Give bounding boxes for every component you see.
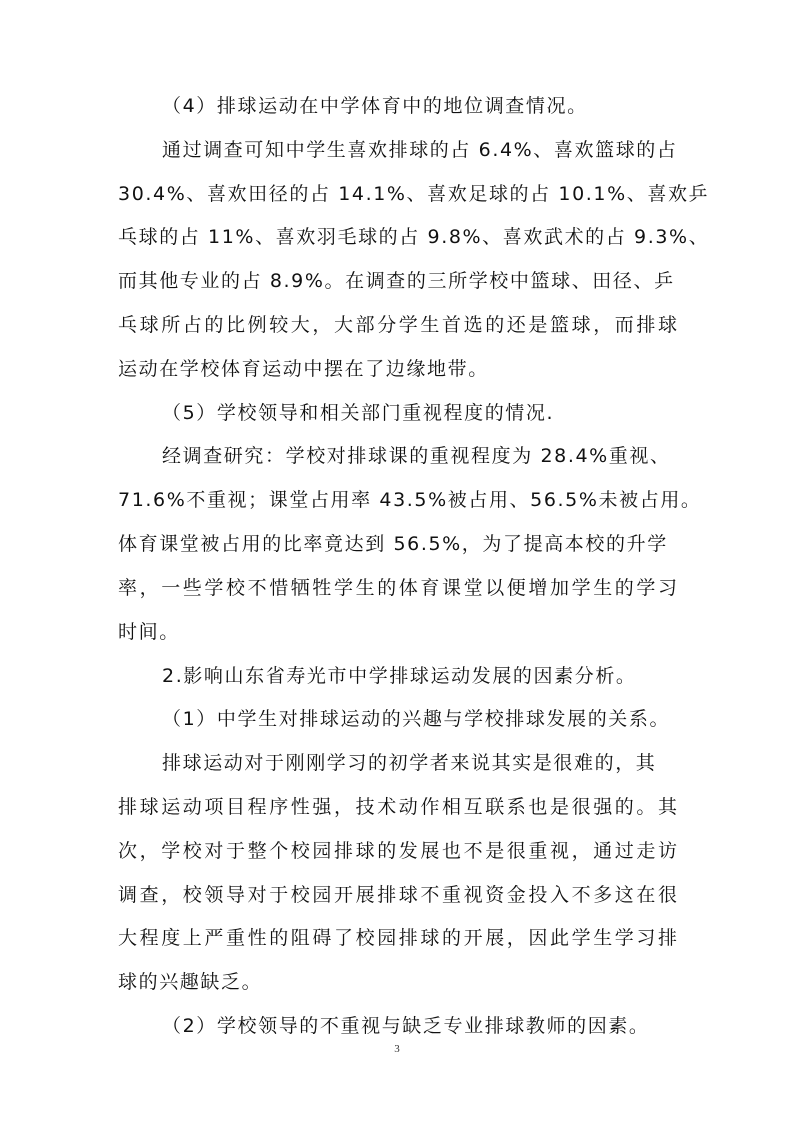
section-heading-2: 2.影响山东省寿光市中学排球运动发展的因素分析。 <box>162 665 637 687</box>
section-heading-5: （5）学校领导和相关部门重视程度的情况. <box>162 402 555 424</box>
section-heading-2-1: （1）中学生对排球运动的兴趣与学校排球发展的关系。 <box>162 708 671 730</box>
paragraph-line: 时间。 <box>118 621 180 643</box>
paragraph-line: 大程度上严重性的阻碍了校园排球的开展，因此学生学习排 <box>118 927 680 949</box>
paragraph-line: 次，学校对于整个校园排球的发展也不是很重视，通过走访 <box>118 840 680 862</box>
paragraph-line: 经调查研究：学校对排球课的重视程度为 28.4%重视、 <box>162 445 671 467</box>
paragraph-line: 调查，校领导对于校园开展排球不重视资金投入不多这在很 <box>118 884 680 906</box>
paragraph-line: 率，一些学校不惜牺牲学生的体育课堂以便增加学生的学习 <box>118 577 680 599</box>
page-number: 3 <box>394 1043 400 1055</box>
paragraph-line: 乓球所占的比例较大，大部分学生首选的还是篮球，而排球 <box>118 314 680 336</box>
paragraph-line: 通过调查可知中学生喜欢排球的占 6.4%、喜欢篮球的占 <box>162 139 678 161</box>
paragraph-line: 体育课堂被占用的比率竟达到 56.5%，为了提高本校的升学 <box>118 533 668 555</box>
paragraph-line: 排球运动对于刚刚学习的初学者来说其实是很难的，其 <box>162 752 657 774</box>
section-heading-2-2: （2）学校领导的不重视与缺乏专业排球教师的因素。 <box>162 1015 650 1037</box>
paragraph-line: 71.6%不重视；课堂占用率 43.5%被占用、56.5%未被占用。 <box>118 489 702 511</box>
paragraph-line: 运动在学校体育运动中摆在了边缘地带。 <box>118 358 489 380</box>
paragraph-line: 30.4%、喜欢田径的占 14.1%、喜欢足球的占 10.1%、喜欢乒 <box>118 183 710 205</box>
paragraph-line: 而其他专业的占 8.9%。在调查的三所学校中篮球、田径、乒 <box>118 270 675 292</box>
section-heading-4: （4）排球运动在中学体育中的地位调查情况。 <box>162 95 588 117</box>
paragraph-line: 排球运动项目程序性强，技术动作相互联系也是很强的。其 <box>118 796 680 818</box>
paragraph-line: 球的兴趣缺乏。 <box>118 971 263 993</box>
paragraph-line: 乓球的占 11%、喜欢羽毛球的占 9.8%、喜欢武术的占 9.3%、 <box>118 226 710 248</box>
